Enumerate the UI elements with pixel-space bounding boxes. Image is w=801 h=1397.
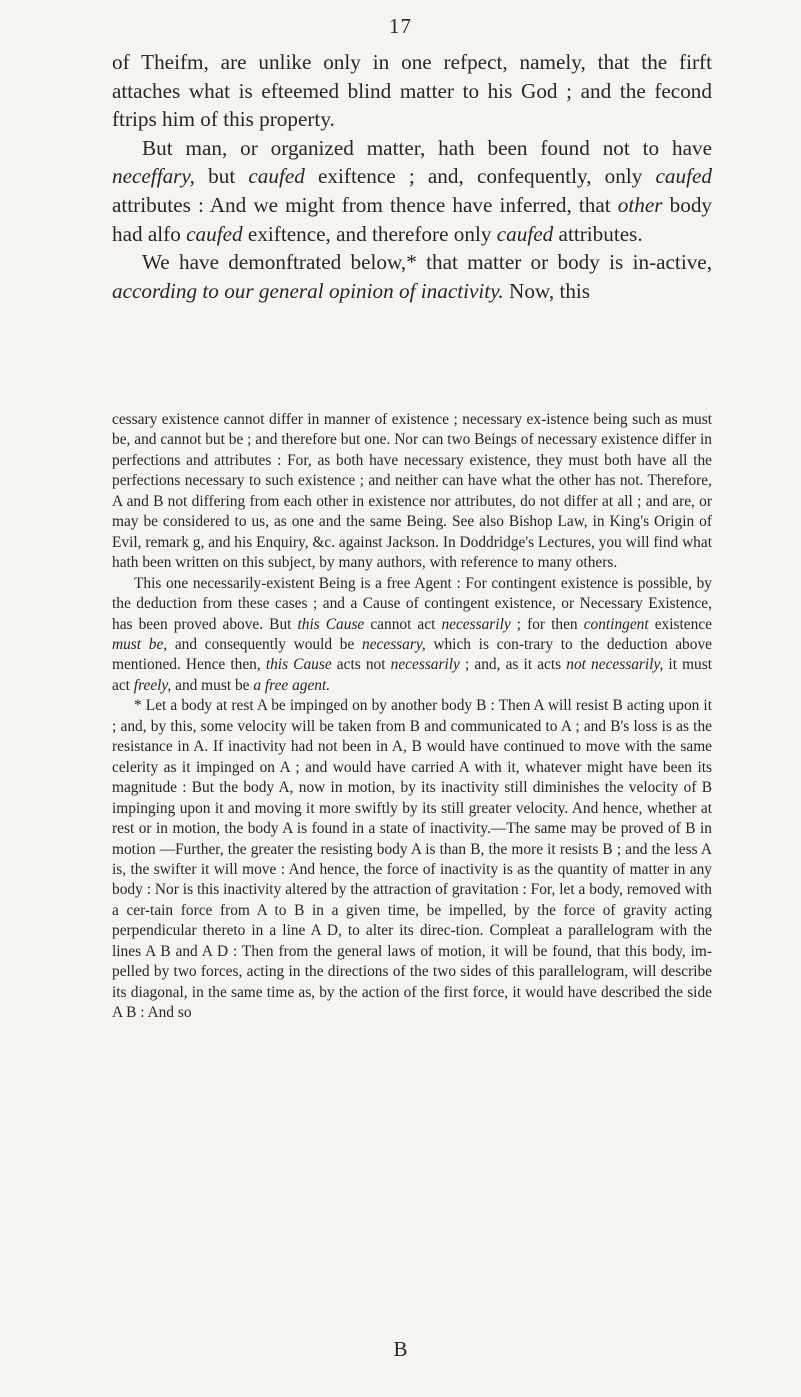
signature-mark: B bbox=[393, 1337, 408, 1361]
footnotes bbox=[112, 410, 712, 1024]
main-body-text bbox=[112, 48, 712, 305]
footnote-free-agent: This one necessarily-existent Being is a free Agent : For contingent existence is possible, by the deduction from these cases ; and a Cause of contingent existence, or Necessary Existence, has been proved above. But this Cause cannot act necessarily ; for then contingent existence must be, and consequently would be necessary, which is con-trary to the deduction above mentioned. Hence then, this Cause acts not necessarily ; and, as it acts not necessarily, it must act freely, and must be a free agent. bbox=[112, 574, 713, 694]
footnote-continuation: cessary existence cannot differ in manner of existence ; necessary ex-istence being such as must be, and cannot but be ; and therefore but one. Nor can two Beings of necessary existence differ in perfections and attributes : For, as both have necessary existence, they must both have all the perfections necessary to such existence ; and neither can have what the other has not. Therefore, A and B not differing from each other in existence nor attributes, do not differ at all ; and are, or may be considered to us, as one and the same Being. See also Bishop Law, in King's Origin of Evil, remark g, and his Enquiry, &c. against Jackson. In Doddridge's Lectures, you will find what hath been written on this subject, by many authors, with reference to many others. bbox=[112, 411, 712, 572]
footnote-inactivity: * Let a body at rest A be impinged on by another body B : Then A will resist B acting upon it ; and, by this, some velocity will be taken from B and communicated to A ; and B's loss is as the resistance in A. If inactivity had not been in A, B would have continued to move with the same celerity as it impinged on A ; and would have carried A with it, whatever might have been its magnitude : But the body A, now in motion, by its inactivity still diminishes the velocity of B impinging upon it and moving it more swiftly by its still greater velocity. And hence, whether at rest or in motion, the body A is found in a state of inactivity.—The same may be proved of B in motion —Further, the greater the resisting body A is than B, the more it resists B ; and the less A is, the swifter it will move : And hence, the force of inactivity is as the quantity of matter in any body : Nor is this inactivity altered by the attraction of gravitation : For, let a body, removed with a cer-tain force from A to B in a given time, be impelled, by the force of gravity acting perpendicular thereto in a line A D, to alter its direc-tion. Compleat a parallelogram with the lines A B and A D : Then from the general laws of motion, it will be found, that this body, im-pelled by two forces, acting in the directions of the two sides of this parallelogram, will describe its diagonal, in the same time as, by the action of the first force, it would have described the side A B : And so bbox=[112, 697, 712, 1022]
paragraph-continuation: of Theifm, are unlike only in one refpect, namely, that the firft attaches what is efteemed blind matter to his God ; and the fecond ftrips him of this property. bbox=[112, 50, 712, 132]
page-number: 17 bbox=[389, 14, 412, 38]
paragraph-organized-matter: But man, or organized matter, hath been found not to have neceffary, but caufed exiftence ; and, confequently, only caufed attributes : And we might from thence have inferred, that other body had alfo caufed exiftence, and therefore only caufed attributes. bbox=[112, 135, 713, 246]
paragraph-inactive-matter: We have demonftrated below,* that matter or body is in-active, according to our general opinion of inactivity. Now, this bbox=[112, 250, 712, 303]
